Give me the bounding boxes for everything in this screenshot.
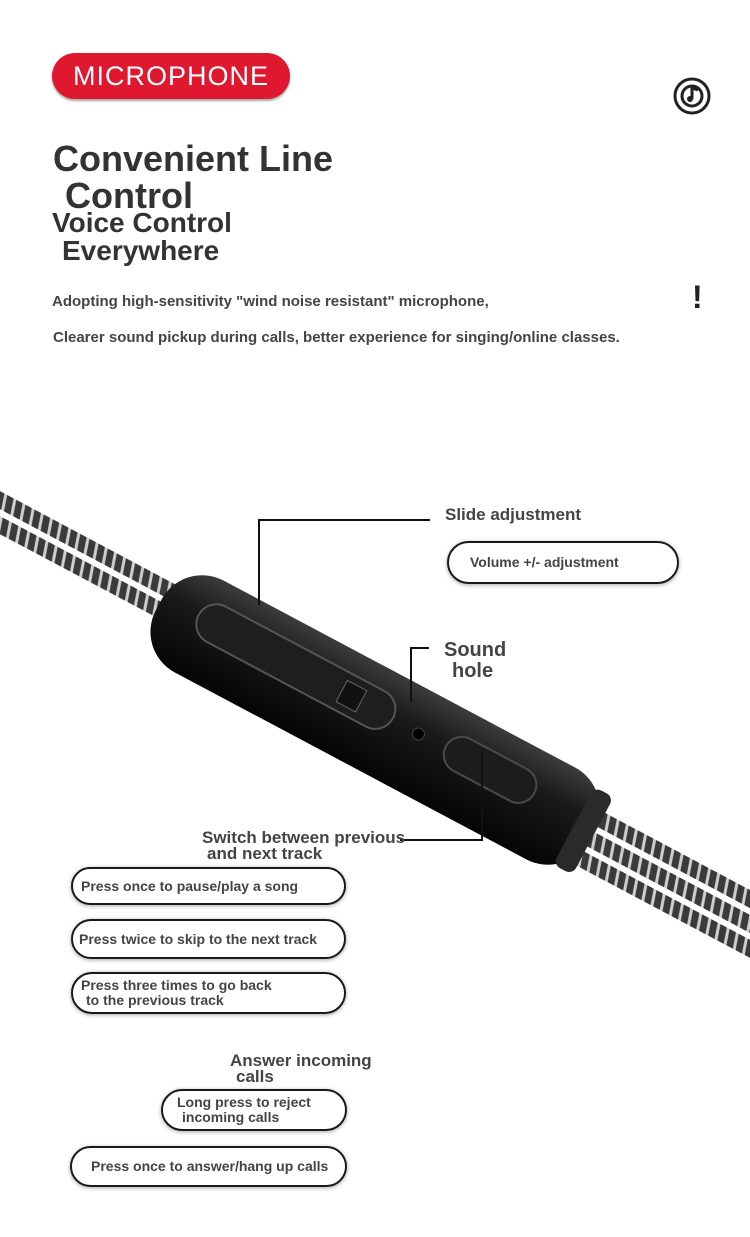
subheadline-line-1: Voice Control [52, 207, 232, 238]
exclamation-mark: ! [692, 279, 703, 315]
headline-line-2: Control [65, 175, 193, 216]
press-three-times-line-2: to the previous track [86, 992, 224, 1008]
microphone-badge: MICROPHONE [52, 53, 290, 99]
switch-track-title-1: Switch between previous [202, 828, 406, 847]
slide-callout-line [259, 520, 430, 605]
press-three-times-pill [71, 972, 346, 1014]
switch-track-title-2: and next track [207, 844, 323, 863]
long-press-reject-pill [161, 1089, 347, 1131]
long-press-line-2: incoming calls [182, 1109, 280, 1125]
sound-hole-title-1: Sound [444, 639, 507, 661]
headline-line-1: Convenient Line [53, 138, 334, 179]
music-note-disc-icon [672, 76, 712, 116]
volume-adjustment-pill: Volume +/- adjustment [447, 541, 679, 584]
press-twice-pill: Press twice to skip to the next track [71, 919, 346, 959]
answer-hangup-pill: Press once to answer/hang up calls [70, 1146, 347, 1187]
press-once-pill: Press once to pause/play a song [71, 867, 346, 905]
answer-calls-title-2: calls [236, 1067, 274, 1086]
long-press-line-1: Long press to reject [177, 1094, 311, 1111]
sound-hole-title-2: hole [452, 660, 494, 682]
description-line-2: Clearer sound pickup during calls, better experience for singing/online classes. [53, 329, 620, 346]
description-line-1: Adopting high-sensitivity "wind noise resistant" microphone, [52, 293, 489, 310]
slide-adjustment-title: Slide adjustment [445, 505, 582, 524]
subheadline-line-2: Everywhere [62, 235, 220, 266]
press-three-times-line-1: Press three times to go back [81, 977, 272, 994]
answer-calls-title-1: Answer incoming [230, 1051, 372, 1070]
